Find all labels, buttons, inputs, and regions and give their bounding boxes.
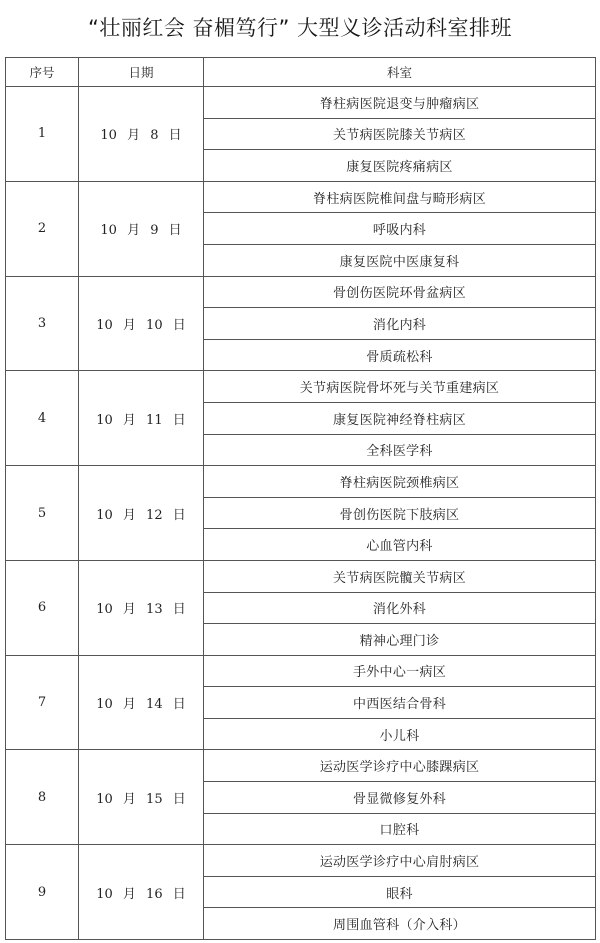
- row-number-cell: 3: [6, 276, 79, 371]
- schedule-table: [5, 57, 596, 940]
- department-cell: 脊柱病医院退变与肿瘤病区: [204, 87, 596, 119]
- department-cell: 康复医院疼痛病区: [204, 150, 596, 182]
- department-cell: 关节病医院髖关节病区: [204, 560, 596, 592]
- table-row: [6, 560, 596, 592]
- date-cell: 10 月 8 日: [79, 87, 204, 182]
- department-cell: 精神心理门诊: [204, 624, 596, 656]
- table-row: [6, 655, 596, 687]
- department-cell: 消化外科: [204, 592, 596, 624]
- table-header-row: [6, 58, 596, 87]
- department-cell: 口腔科: [204, 813, 596, 845]
- department-cell: 关节病医院骨坏死与关节重建病区: [204, 371, 596, 403]
- department-cell: 运动医学诊疗中心肩肘病区: [204, 845, 596, 877]
- row-number-cell: 2: [6, 181, 79, 276]
- date-cell: 10 月 15 日: [79, 750, 204, 845]
- date-cell: 10 月 9 日: [79, 181, 204, 276]
- department-cell: 脊柱病医院椎间盘与畸形病区: [204, 181, 596, 213]
- department-cell: 消化内科: [204, 308, 596, 340]
- row-number-cell: 1: [6, 87, 79, 182]
- date-cell: 10 月 12 日: [79, 466, 204, 561]
- row-number-cell: 8: [6, 750, 79, 845]
- department-cell: 呼吸内科: [204, 213, 596, 245]
- date-cell: 10 月 13 日: [79, 560, 204, 655]
- row-number-cell: 7: [6, 655, 79, 750]
- table-body: [6, 87, 596, 940]
- row-number-cell: 4: [6, 371, 79, 466]
- date-cell: 10 月 10 日: [79, 276, 204, 371]
- department-cell: 眼科: [204, 876, 596, 908]
- table-row: [6, 466, 596, 498]
- table-row: [6, 276, 596, 308]
- department-cell: 骨质疏松科: [204, 339, 596, 371]
- department-cell: 骨创伤医院环骨盆病区: [204, 276, 596, 308]
- row-number-cell: 5: [6, 466, 79, 561]
- table-row: [6, 845, 596, 877]
- department-cell: 骨显微修复外科: [204, 782, 596, 814]
- department-cell: 中西医结合骨科: [204, 687, 596, 719]
- page-title: “壮丽红会 奋楣笃行” 大型义诊活动科室排班: [87, 16, 513, 40]
- department-cell: 骨创伤医院下肢病区: [204, 497, 596, 529]
- row-number-cell: 6: [6, 560, 79, 655]
- date-cell: 10 月 14 日: [79, 655, 204, 750]
- department-cell: 脊柱病医院颈椎病区: [204, 466, 596, 498]
- department-cell: 小儿科: [204, 718, 596, 750]
- table-row: [6, 181, 596, 213]
- department-cell: 手外中心一病区: [204, 655, 596, 687]
- row-number-cell: 9: [6, 845, 79, 940]
- department-cell: 周围血管科（介入科）: [204, 908, 596, 940]
- date-cell: 10 月 11 日: [79, 371, 204, 466]
- header-date: 日期: [79, 58, 204, 87]
- department-cell: 康复医院神经脊柱病区: [204, 402, 596, 434]
- department-cell: 运动医学诊疗中心膝踝病区: [204, 750, 596, 782]
- department-cell: 全科医学科: [204, 434, 596, 466]
- table-row: [6, 87, 596, 119]
- department-cell: 关节病医院膝关节病区: [204, 118, 596, 150]
- table-row: [6, 371, 596, 403]
- department-cell: 心血管内科: [204, 529, 596, 561]
- department-cell: 康复医院中医康复科: [204, 244, 596, 276]
- header-dept: 科室: [204, 58, 596, 87]
- table-row: [6, 750, 596, 782]
- date-cell: 10 月 16 日: [79, 845, 204, 940]
- header-no: 序号: [6, 58, 79, 87]
